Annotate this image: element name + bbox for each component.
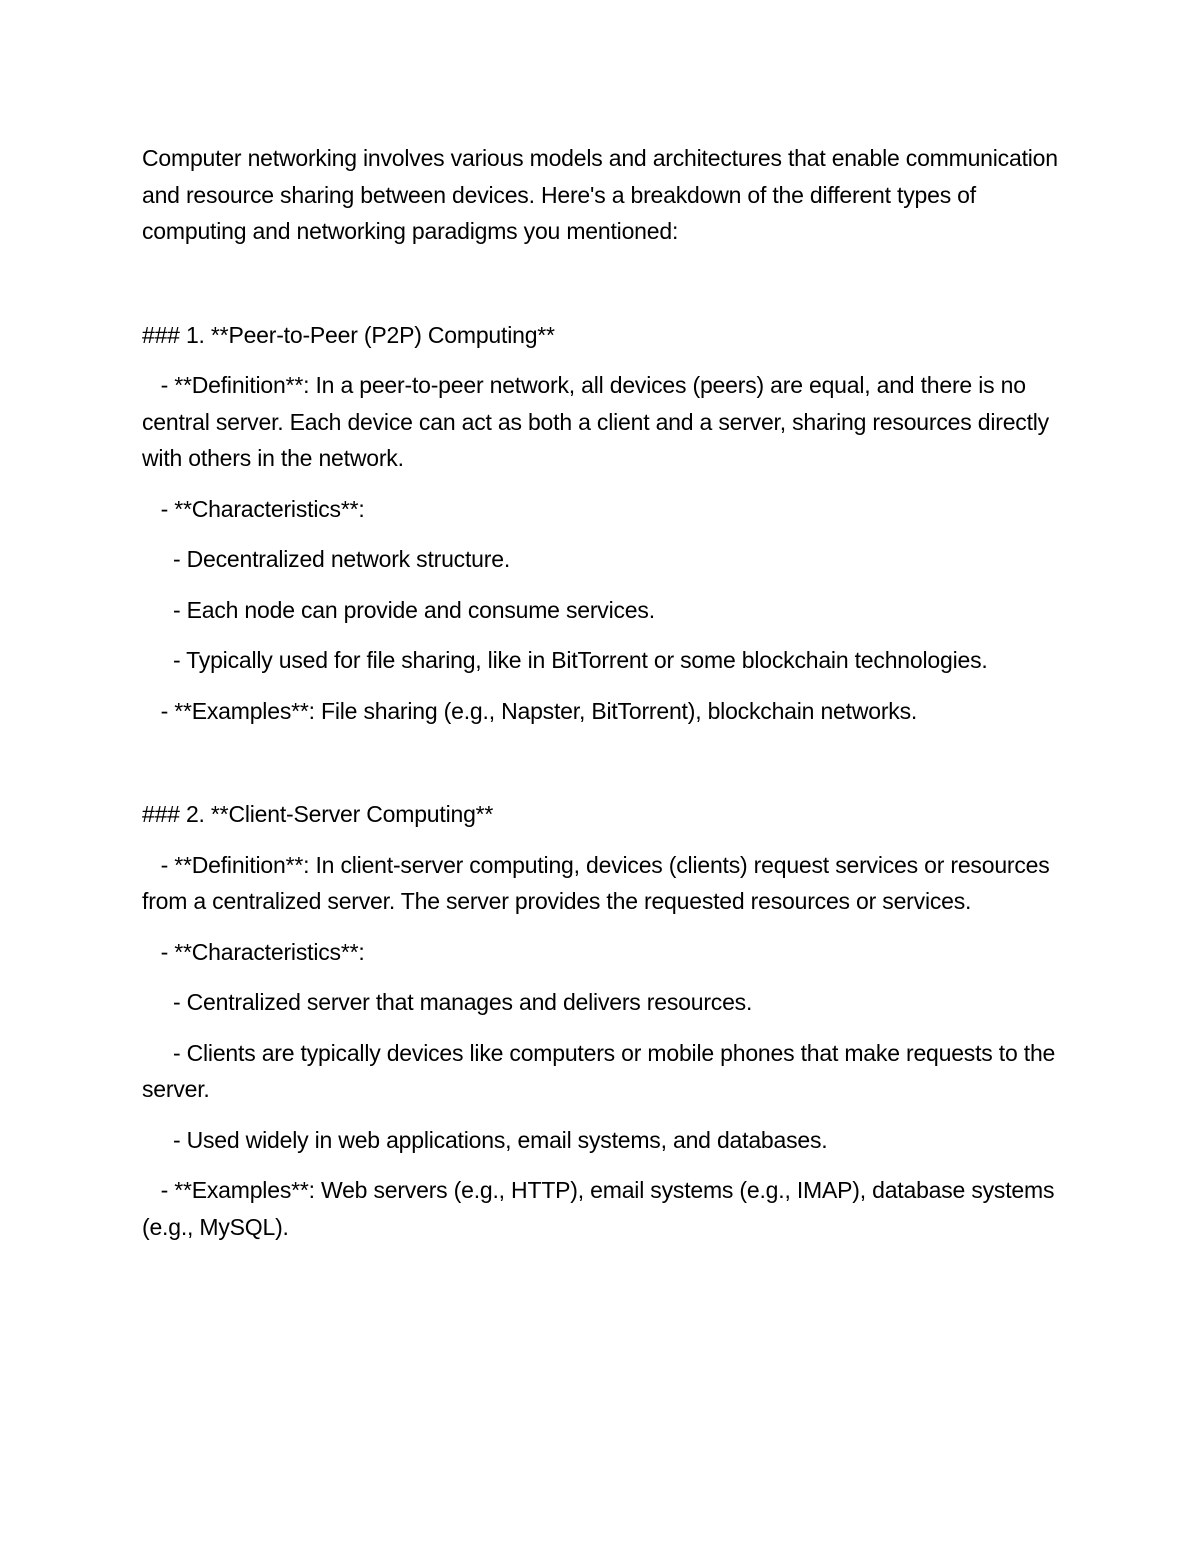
section-heading-client-server: ### 2. **Client-Server Computing** [142, 801, 494, 827]
list-item: - **Definition**: In a peer-to-peer network, all devices (peers) are equal, and there is no central server. Each device can act as both a client and a server, sharing resources directly with others in the network. [142, 372, 1056, 471]
section-heading-p2p: ### 1. **Peer-to-Peer (P2P) Computing** [142, 321, 555, 348]
list-item: - **Characteristics**: [142, 495, 365, 522]
intro-paragraph: Computer networking involves various models and architectures that enable communication and resource sharing between devices. Here's a breakdown of the different types of computing and networking paradigms you mentioned: [142, 145, 1065, 244]
list-item: - Centralized server that manages and delivers resources. [142, 989, 753, 1015]
list-item: - **Characteristics**: [142, 938, 365, 965]
list-item: - Used widely in web applications, email systems, and databases. [142, 1126, 828, 1153]
list-item: - **Examples**: File sharing (e.g., Napster, BitTorrent), blockchain networks. [142, 697, 918, 724]
list-item: - Each node can provide and consume services. [142, 596, 655, 623]
list-item: - Typically used for file sharing, like in BitTorrent or some blockchain technologies. [142, 647, 988, 673]
list-item: - **Definition**: In client-server computing, devices (clients) request services or resources from a centralized server. The server provides the requested resources or services. [142, 851, 1056, 914]
document-body [142, 140, 1065, 1245]
list-item: - Decentralized network structure. [142, 546, 511, 572]
list-item: - **Examples**: Web servers (e.g., HTTP), email systems (e.g., IMAP), database systems (e.g., MySQL). [142, 1177, 1061, 1240]
list-item: - Clients are typically devices like computers or mobile phones that make requests to the server. [142, 1039, 1062, 1102]
